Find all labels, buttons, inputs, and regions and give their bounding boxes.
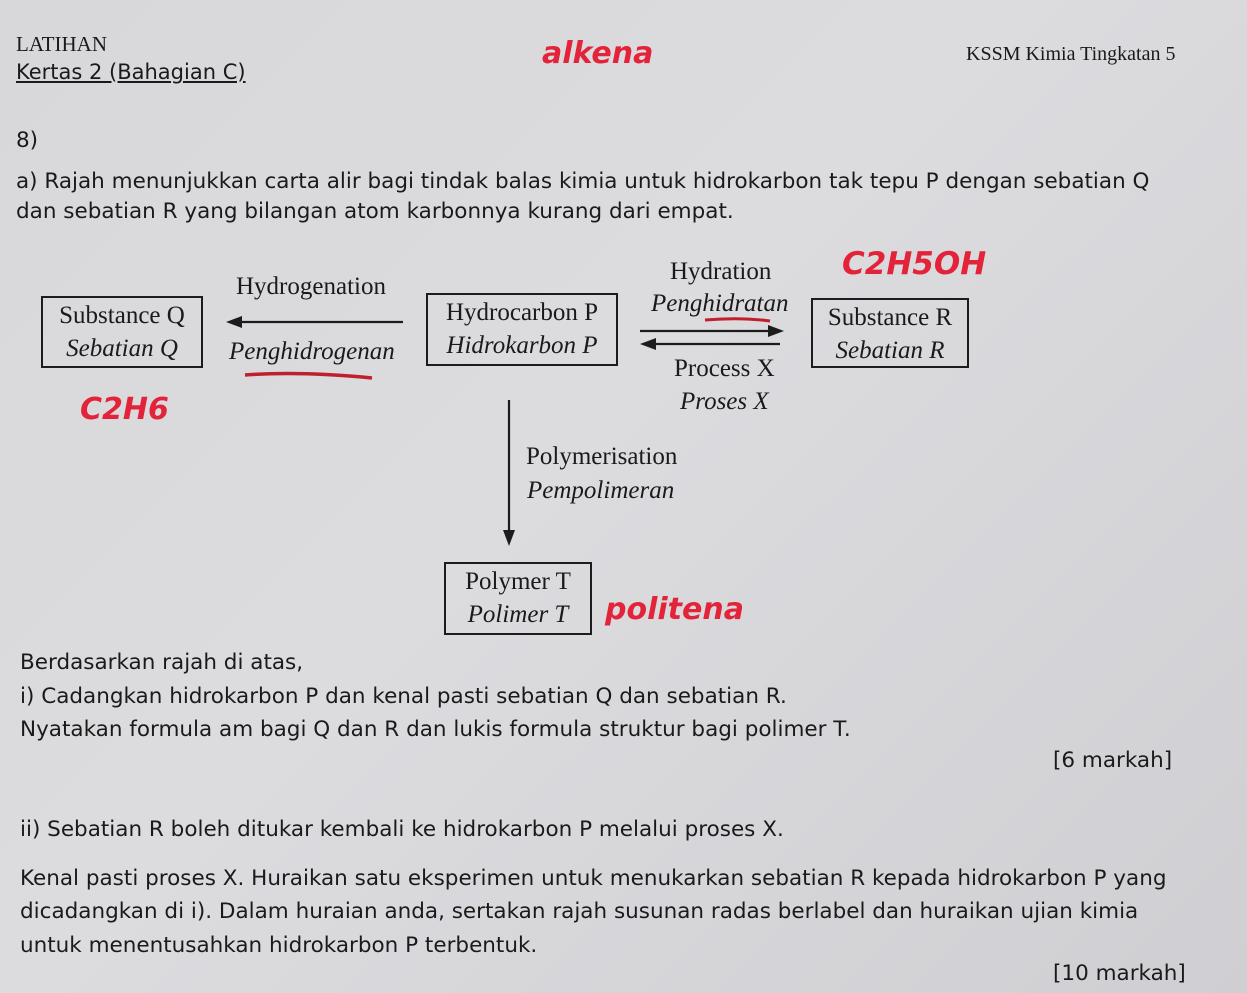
box-q-english: Substance Q bbox=[59, 302, 185, 329]
hydration-arrowhead bbox=[768, 325, 784, 337]
handwritten-r-formula: C2H5OH bbox=[842, 246, 987, 282]
polymerisation-label: Polymerisation bbox=[526, 443, 678, 470]
question-intro-line-1: a) Rajah menunjukkan carta alir bagi tindak balas kimia untuk hidrokarbon tak tepu P dengan sebatian Q bbox=[16, 169, 1150, 194]
question-number: 8) bbox=[16, 128, 39, 153]
proses-x-label: Proses X bbox=[680, 388, 769, 415]
paper-subtitle: Kertas 2 (Bahagian C) bbox=[16, 60, 246, 84]
hydrogenation-label: Hydrogenation bbox=[236, 273, 386, 300]
part-i-line-2: Nyatakan formula am bagi Q dan R dan lukis formula struktur bagi polimer T. bbox=[20, 717, 851, 742]
process-x-label: Process X bbox=[674, 355, 775, 382]
penghidrogenan-label: Penghidrogenan bbox=[229, 338, 395, 365]
part-ii-line-3: dicadangkan di i). Dalam huraian anda, sertakan rajah susunan radas berlabel dan huraikan ujian kimia bbox=[20, 899, 1139, 924]
penghidratan-underline bbox=[705, 319, 770, 321]
box-t-malay: Polimer T bbox=[467, 601, 569, 628]
box-p-malay: Hidrokarbon P bbox=[446, 332, 598, 359]
handwritten-t-name: politena bbox=[605, 592, 744, 627]
marks-part-i: [6 markah] bbox=[1053, 748, 1173, 773]
pempolimeran-label: Pempolimeran bbox=[527, 477, 675, 504]
part-ii-line-2: Kenal pasti proses X. Huraikan satu eksperimen untuk menukarkan sebatian R kepada hidrokarbon P yang bbox=[20, 866, 1167, 891]
question-intro-line-2: dan sebatian R yang bilangan atom karbonnya kurang dari empat. bbox=[16, 199, 734, 224]
hydrogenation-arrowhead bbox=[226, 316, 242, 328]
penghidratan-label: Penghidratan bbox=[651, 290, 789, 317]
box-r-malay: Sebatian R bbox=[835, 337, 945, 364]
box-t-english: Polymer T bbox=[465, 568, 571, 595]
box-r-english: Substance R bbox=[827, 304, 953, 331]
process-x-arrowhead bbox=[640, 338, 656, 350]
box-p-english: Hydrocarbon P bbox=[445, 299, 599, 326]
handwritten-q-formula: C2H6 bbox=[80, 392, 169, 427]
box-q-malay: Sebatian Q bbox=[66, 335, 178, 362]
handwritten-alkena: alkena bbox=[542, 36, 654, 71]
part-i-line-1: i) Cadangkan hidrokarbon P dan kenal pasti sebatian Q dan sebatian R. bbox=[20, 684, 787, 709]
marks-part-ii: [10 markah] bbox=[1053, 961, 1186, 986]
polymerisation-arrowhead bbox=[503, 530, 515, 546]
based-on-text: Berdasarkan rajah di atas, bbox=[20, 650, 304, 675]
hydration-label: Hydration bbox=[670, 258, 772, 285]
part-ii-line-1: ii) Sebatian R boleh ditukar kembali ke hidrokarbon P melalui proses X. bbox=[20, 817, 784, 842]
course-title: KSSM Kimia Tingkatan 5 bbox=[966, 43, 1176, 65]
part-ii-line-4: untuk menentusahkan hidrokarbon P terbentuk. bbox=[20, 933, 538, 958]
worksheet-label: LATIHAN bbox=[16, 32, 107, 56]
penghidrogenan-underline bbox=[245, 374, 372, 378]
